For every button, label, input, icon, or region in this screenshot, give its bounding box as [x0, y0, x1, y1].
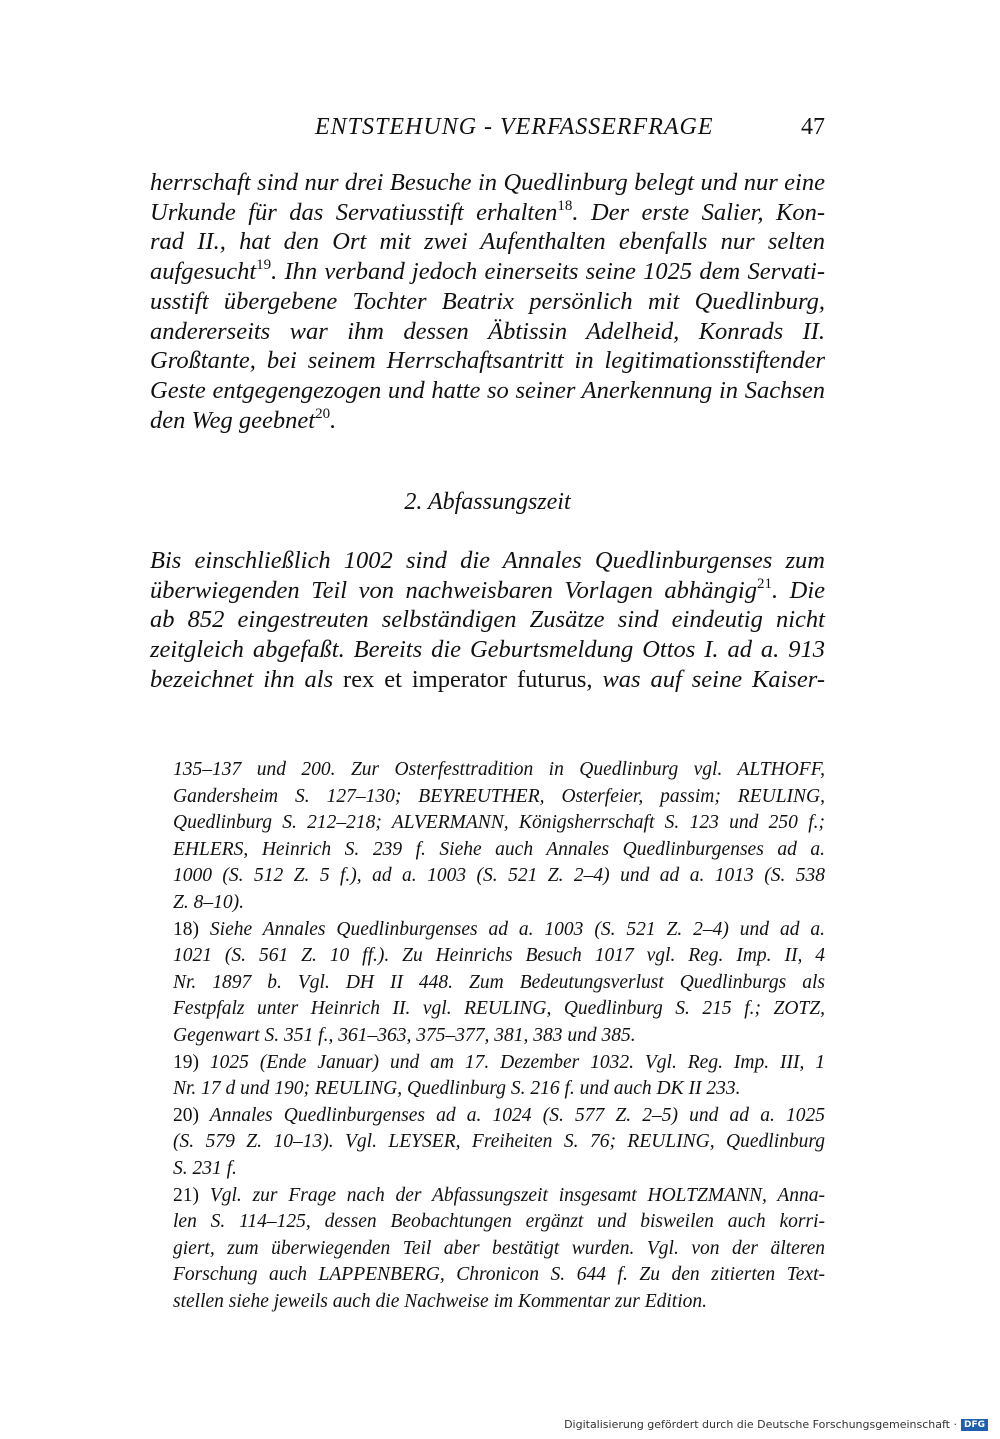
- footnote-line: Z. 8–10).: [173, 891, 244, 913]
- text-line: Geste entgegengezogen und hatte so seiner Anerkennung in Sachsen: [150, 376, 825, 404]
- footnote-number: 18): [173, 918, 199, 940]
- text-line: zeitgleich abgefaßt. Bereits die Geburtsmeldung Ottos I. ad a. 913: [150, 636, 825, 664]
- text-line: Urkunde für das Servatiusstift erhalten$^{18}$. Der erste Salier, Kon-: [150, 197, 825, 226]
- paragraph-2: [150, 546, 825, 695]
- page-number: 47: [801, 114, 825, 140]
- footnote-line: (S. 579 Z. 10–13). Vgl. LEYSER, Freiheiten S. 76; REULING, Quedlinburg: [173, 1131, 825, 1153]
- dfg-logo: DFG: [961, 1419, 988, 1431]
- footnote-ref: 18: [557, 197, 573, 214]
- footnote-line: Quedlinburg S. 212–218; ALVERMANN, Königsherrschaft S. 123 und 250 f.;: [173, 812, 825, 834]
- text-line: überwiegenden Teil von nachweisbaren Vorlagen abhängig$^{21}$. Die: [150, 575, 826, 604]
- footnote-line: Forschung auch LAPPENBERG, Chronicon S. 644 f. Zu den zitierten Text-: [173, 1264, 825, 1286]
- footnote-line: Nr. 1897 b. Vgl. DH II 448. Zum Bedeutungsverlust Quedlinburgs als: [173, 971, 825, 993]
- text-line: Bis einschließlich 1002 sind die Annales Quedlinburgenses zum: [150, 547, 825, 574]
- footnote-line: Gegenwart S. 351 f., 361–363, 375–377, 381, 383 und 385.: [173, 1024, 636, 1046]
- section-heading: 2. Abfassungszeit: [404, 489, 571, 515]
- text-line: andererseits war ihm dessen Äbtissin Adelheid, Konrads II.: [150, 317, 825, 345]
- paragraph-1: [150, 168, 825, 435]
- text-line: usstift übergebene Tochter Beatrix persönlich mit Quedlinburg,: [150, 287, 825, 315]
- footnote-20: 20) Annales Quedlinburgenses ad a. 1024 (S. 577 Z. 2–5) und ad a. 1025: [173, 1104, 825, 1126]
- footnote-line: len S. 114–125, dessen Beobachtungen ergänzt und bisweilen auch korri-: [173, 1211, 825, 1233]
- running-title: ENTSTEHUNG - VERFASSERFRAGE: [315, 114, 714, 140]
- footnote-number: 21): [173, 1184, 199, 1206]
- footnote-line: Festpfalz unter Heinrich II. vgl. REULING, Quedlinburg S. 215 f.; ZOTZ,: [173, 998, 825, 1020]
- text-line: aufgesucht$^{19}$. Ihn verband jedoch einerseits seine 1025 dem Servati-: [150, 257, 825, 286]
- running-head: [150, 114, 825, 150]
- footnote-line: Nr. 17 d und 190; REULING, Quedlinburg S. 216 f. und auch DK II 233.: [173, 1078, 741, 1100]
- footnote-ref: 19: [256, 257, 272, 274]
- footnote-number: 20): [173, 1104, 199, 1126]
- credit-text: Digitalisierung gefördert durch die Deutsche Forschungsgemeinschaft ·: [564, 1418, 957, 1431]
- footnote-21: 21) Vgl. zur Frage nach der Abfassungszeit insgesamt HOLTZMANN, Anna-: [173, 1184, 825, 1206]
- footnote-number: 19): [173, 1051, 199, 1073]
- footnotes: [173, 757, 825, 1315]
- text-line: Großtante, bei seinem Herrschaftsantritt in legitimationsstiftender: [150, 347, 825, 375]
- footnote-line: S. 231 f.: [173, 1157, 237, 1179]
- footnote-line: 1021 (S. 561 Z. 10 ff.). Zu Heinrichs Besuch 1017 vgl. Reg. Imp. II, 4: [173, 945, 825, 967]
- footnote-line: stellen siehe jeweils auch die Nachweise im Kommentar zur Edition.: [173, 1290, 708, 1312]
- footnote-line: Gandersheim S. 127–130; BEYREUTHER, Osterfeier, passim; REULING,: [173, 785, 825, 807]
- text-line: rad II., hat den Ort mit zwei Aufenthalten ebenfalls nur selten: [150, 228, 825, 256]
- text-line: bezeichnet ihn als rex et imperator futurus, was auf seine Kaiser-: [150, 665, 825, 693]
- text-line: den Weg geebnet$^{20}$.: [150, 405, 337, 434]
- footnote-line: 135–137 und 200. Zur Osterfesttradition in Quedlinburg vgl. ALTHOFF,: [173, 759, 825, 780]
- footnote-line: giert, zum überwiegenden Teil aber bestätigt wurden. Vgl. von der älteren: [173, 1237, 825, 1259]
- quoted-latin: rex et imperator futurus,: [343, 665, 593, 693]
- text-line: ab 852 eingestreuten selbständigen Zusätze sind eindeutig nicht: [150, 606, 825, 634]
- footnote-19: 19) 1025 (Ende Januar) und am 17. Dezember 1032. Vgl. Reg. Imp. III, 1: [173, 1051, 825, 1073]
- digitization-credit: [564, 1418, 988, 1431]
- footnote-18: 18) Siehe Annales Quedlinburgenses ad a. 1003 (S. 521 Z. 2–4) und ad a.: [173, 918, 825, 940]
- footnote-line: 1000 (S. 512 Z. 5 f.), ad a. 1003 (S. 521 Z. 2–4) und ad a. 1013 (S. 538: [173, 865, 825, 887]
- footnote-ref: 20: [315, 405, 331, 422]
- text-line: herrschaft sind nur drei Besuche in Quedlinburg belegt und nur eine: [150, 169, 825, 196]
- footnote-line: EHLERS, Heinrich S. 239 f. Siehe auch Annales Quedlinburgenses ad a.: [173, 838, 825, 860]
- footnote-ref: 21: [756, 575, 772, 592]
